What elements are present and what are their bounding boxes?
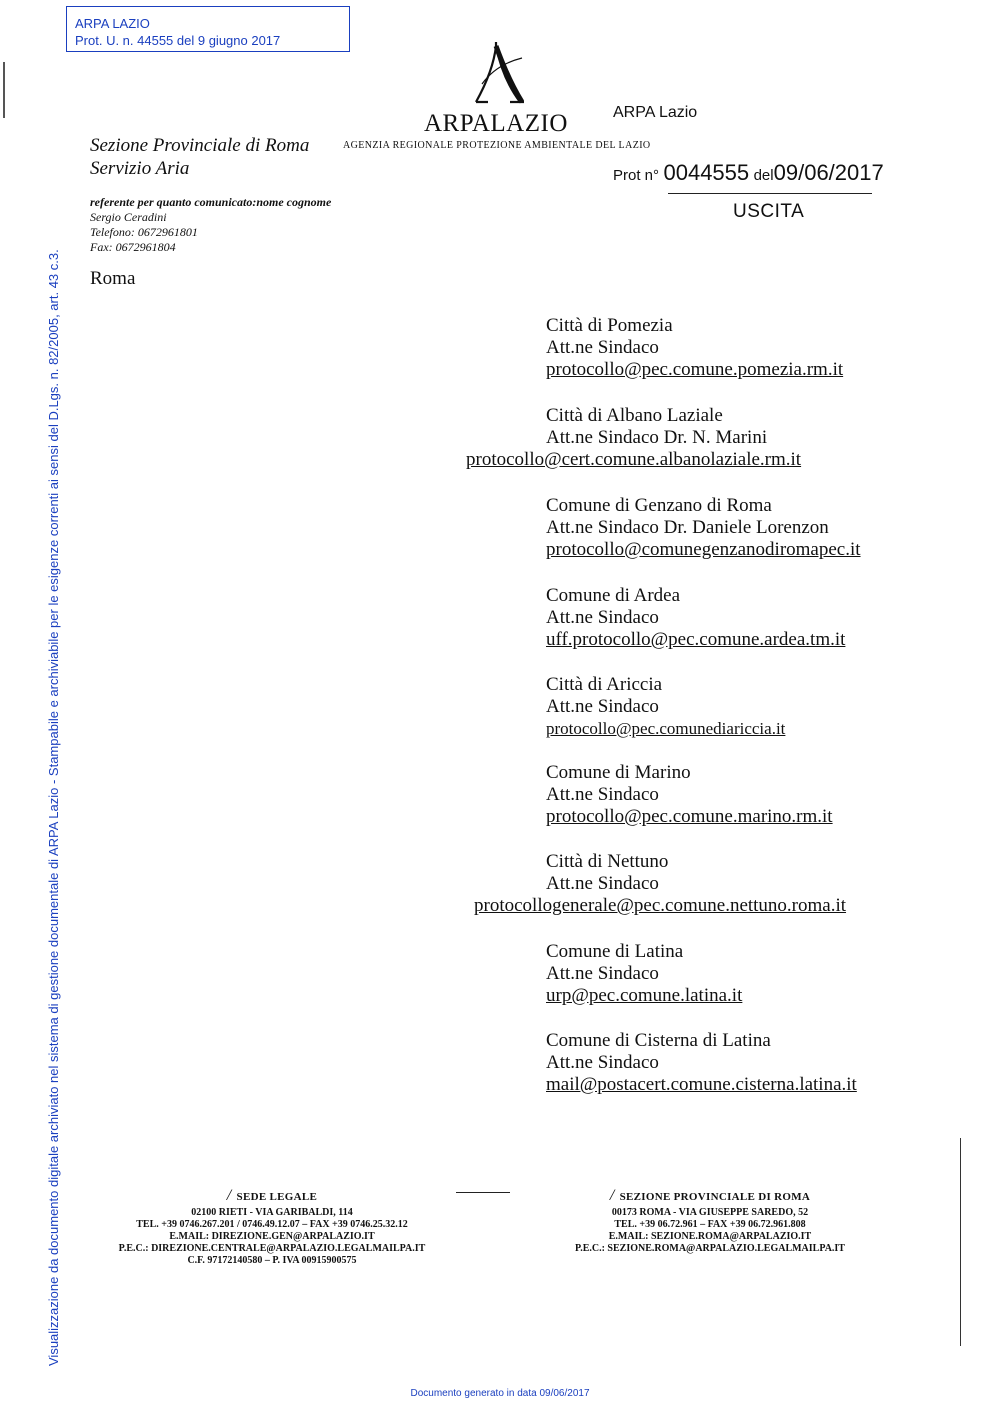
arpa-lazio-label: ARPA Lazio: [613, 104, 698, 121]
recipient: [546, 1030, 857, 1096]
pen-icon: /: [226, 1187, 232, 1204]
recipient-email[interactable]: uff.protocollo@pec.comune.ardea.tm.it: [546, 629, 846, 650]
protocol-date: 09/06/2017: [773, 160, 884, 185]
recipient: [546, 762, 833, 828]
recipient: [466, 405, 802, 471]
recipient-entity: Città di Pomezia: [546, 315, 673, 336]
protocol-underline: [668, 193, 872, 194]
protocol-del: del: [753, 167, 774, 184]
recipient-entity: Comune di Ardea: [546, 585, 681, 606]
protocol-number: [613, 160, 884, 186]
recipient-entity: Comune di Cisterna di Latina: [546, 1030, 771, 1051]
recipient-entity: Comune di Genzano di Roma: [546, 495, 772, 516]
recipient-entity: Città di Ariccia: [546, 674, 663, 695]
recipient-email[interactable]: protocollo@cert.comune.albanolaziale.rm.it: [466, 449, 802, 470]
footer-legal-tel: TEL. +39 0746.267.201 / 0746.49.12.07 – FAX +39 0746.25.32.12: [136, 1219, 408, 1230]
archive-side-note: Visualizzazione da documento digitale archiviato nel sistema di gestione documentale di ARPA Lazio - Stampabile e archiviabile per le esigenze correnti ai sensi del D.Lgs. n. 82/2005, art. 43 c.3.: [46, 249, 61, 1366]
footer-rome-office: [510, 1187, 910, 1255]
recipient-attn: Att.ne Sindaco: [546, 963, 659, 984]
stamp-line-2: Prot. U. n. 44555 del 9 giugno 2017: [75, 33, 281, 48]
footer-rome-pec: P.E.C.: SEZIONE.ROMA@ARPALAZIO.LEGALMAILPA.IT: [575, 1243, 845, 1254]
recipient-attn: Att.ne Sindaco Dr. Daniele Lorenzon: [546, 517, 829, 538]
recipient-email[interactable]: protocollo@pec.comunediariccia.it: [546, 719, 786, 738]
recipient-attn: Att.ne Sindaco: [546, 337, 659, 358]
footer-rome-tel: TEL. +39 06.72.961 – FAX +39 06.72.961.808: [614, 1219, 806, 1230]
recipient-email[interactable]: urp@pec.comune.latina.it: [546, 985, 743, 1006]
place: Roma: [90, 268, 136, 289]
footer-legal-cf: C.F. 97172140580 – P. IVA 00915900575: [187, 1255, 357, 1266]
footer-legal-title: SEDE LEGALE: [236, 1191, 318, 1203]
footer-legal-office: [72, 1187, 472, 1267]
recipient: [546, 315, 843, 381]
section-name: Sezione Provinciale di Roma: [90, 135, 310, 156]
recipient-email[interactable]: protocollo@pec.comune.marino.rm.it: [546, 806, 833, 827]
protocol-value: 0044555: [663, 160, 750, 185]
recipient-email[interactable]: protocollogenerale@pec.comune.nettuno.roma.it: [474, 895, 847, 916]
generated-note: Documento generato in data 09/06/2017: [410, 1388, 590, 1399]
footer-rome-address: 00173 ROMA - VIA GIUSEPPE SAREDO, 52: [611, 1207, 809, 1218]
recipient-entity: Comune di Latina: [546, 941, 684, 962]
recipient: [474, 851, 847, 917]
protocol-direction: USCITA: [733, 201, 805, 222]
recipient-attn: Att.ne Sindaco: [546, 607, 659, 628]
referente-fax: Fax: 0672961804: [90, 240, 176, 254]
recipient-attn: Att.ne Sindaco: [546, 696, 659, 717]
recipient-attn: Att.ne Sindaco: [546, 784, 659, 805]
recipient-email[interactable]: protocollo@pec.comune.pomezia.rm.it: [546, 359, 844, 380]
recipient: [546, 674, 785, 740]
referente-label: referente per quanto comunicato:nome cognome: [90, 195, 332, 209]
referente-phone: Telefono: 0672961801: [90, 225, 198, 239]
referente-name: Sergio Ceradini: [90, 210, 167, 224]
margin-rule: [960, 1138, 961, 1346]
referente-block: [90, 195, 331, 255]
arpa-logo-icon: [466, 40, 530, 106]
agency-name: AGENZIA REGIONALE PROTEZIONE AMBIENTALE DEL LAZIO: [343, 140, 651, 151]
footer-legal-address: 02100 RIETI - VIA GARIBALDI, 114: [191, 1207, 353, 1218]
recipient-email[interactable]: mail@postacert.comune.cisterna.latina.it: [546, 1074, 857, 1095]
recipient: [546, 941, 742, 1007]
footer-rome-email: E.MAIL: SEZIONE.ROMA@ARPALAZIO.IT: [608, 1231, 812, 1242]
recipient-entity: Città di Albano Laziale: [546, 405, 723, 426]
recipient-attn: Att.ne Sindaco: [546, 1052, 659, 1073]
protocol-stamp: [66, 6, 350, 52]
stamp-line-1: ARPA LAZIO: [75, 16, 150, 31]
recipient-entity: Città di Nettuno: [546, 851, 669, 872]
margin-mark: [3, 62, 5, 118]
logo-wordmark: ARPALAZIO: [424, 110, 568, 137]
recipient-attn: Att.ne Sindaco: [546, 873, 659, 894]
recipient-entity: Comune di Marino: [546, 762, 691, 783]
service-name: Servizio Aria: [90, 158, 190, 179]
footer-legal-email: E.MAIL: DIREZIONE.GEN@ARPALAZIO.IT: [169, 1231, 375, 1242]
recipient: [546, 495, 861, 561]
recipient-attn: Att.ne Sindaco Dr. N. Marini: [546, 427, 768, 448]
recipient-email[interactable]: protocollo@comunegenzanodiromapec.it: [546, 539, 861, 560]
footer-legal-pec: P.E.C.: DIREZIONE.CENTRALE@ARPALAZIO.LEGALMAILPA.IT: [118, 1243, 426, 1254]
footer-rome-title: SEZIONE PROVINCIALE DI ROMA: [619, 1191, 811, 1203]
protocol-prefix: Prot n°: [613, 167, 660, 184]
pen-icon: /: [609, 1187, 615, 1204]
recipient: [546, 585, 845, 651]
